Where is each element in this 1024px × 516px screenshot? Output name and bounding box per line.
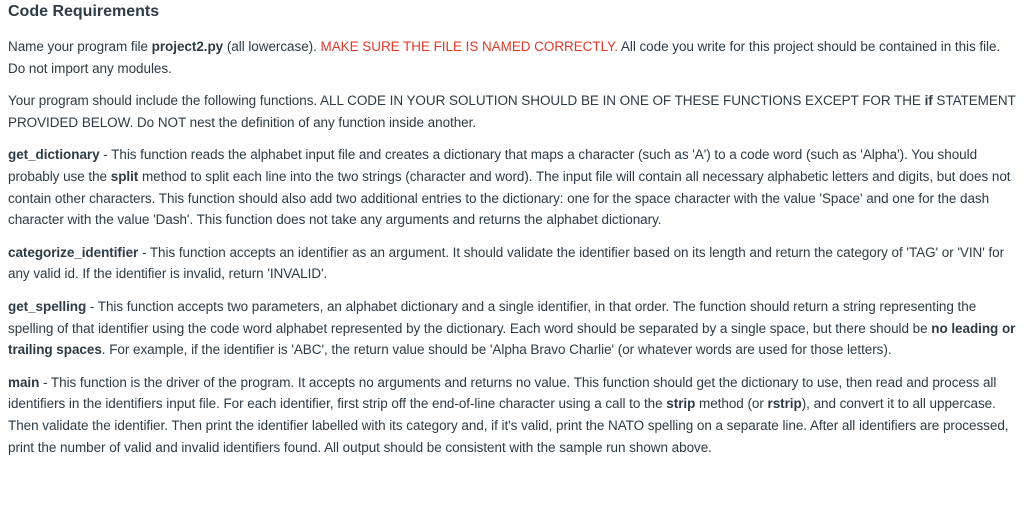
text: method (or <box>695 396 768 412</box>
text: ), and convert it to all uppercase. Then validate the identifier. Then print the identifier labelled with its category and, if it's valid, print the NATO spelling on a separate line. After all identifiers are processed, print the number of valid and invalid identifiers found. All output should be consistent with the sample run shown above. <box>8 396 1009 455</box>
emphasis: no leading or trailing spaces <box>8 320 1016 358</box>
text: - This function is the driver of the program. It accepts no arguments and returns no value. This function should get the dictionary to use, then read and process all identifiers in the identifiers input file. For each identifier, first strip off the end-of-line character using a call to the <box>8 374 997 412</box>
filename: project2.py <box>151 39 224 54</box>
text: - This function accepts an identifier as an argument. It should validate the identifier based on its length and return the category of 'TAG' or 'VIN' for any valid id. If the identifier is invalid, return 'INVALID'. <box>8 244 1005 282</box>
text: . For example, if the identifier is 'ABC', the return value should be 'Alpha Bravo Charlie' (or whatever words are used for those letters). <box>101 342 892 358</box>
strip-method: strip <box>666 396 696 412</box>
text: Your program should include the following functions. ALL CODE IN YOUR SOLUTION SHOULD BE IN ONE OF THESE FUNCTIONS EXCEPT FOR THE <box>8 93 925 109</box>
text: - This function accepts two parameters, an alphabet dictionary and a single identifier, in that order. The function should return a string representing the spelling of that identifier using the code word alphabet represented by the dictionary. Each word should be separated by a single space, but there should be <box>8 298 977 336</box>
text: - This function reads the alphabet input file and creates a dictionary that maps a character (such as 'A') to a code word (such as 'Alpha'). You should probably use the <box>8 147 978 184</box>
functions-intro-paragraph <box>8 90 1016 133</box>
function-name: get_dictionary <box>8 147 100 163</box>
text: (all lowercase). <box>223 39 321 54</box>
page-title: Code Requirements <box>8 3 160 20</box>
split-method: split <box>110 168 139 184</box>
filename-paragraph <box>8 36 1016 79</box>
text: All code you write for this project should be contained in this file. Do not import any modules. <box>8 39 1001 76</box>
function-name: main <box>8 374 40 390</box>
get-spelling-paragraph <box>8 296 1016 361</box>
main-paragraph <box>8 372 1016 458</box>
function-name: categorize_identifier <box>8 244 139 260</box>
text: Name your program file <box>8 39 152 54</box>
categorize-identifier-paragraph <box>8 242 1016 285</box>
function-name: get_spelling <box>8 298 87 314</box>
if-keyword: if <box>924 93 933 109</box>
get-dictionary-paragraph <box>8 144 1016 230</box>
text: method to split each line into the two strings (character and word). The input file will contain all necessary alphabetic letters and digits, but does not contain other characters. This function should also add two additional entries to the dictionary: one for the space character with the value 'Space' and one for the dash character with the value 'Dash'. This function does not take any arguments and returns the alphabet dictionary. <box>8 168 1011 228</box>
rstrip-method: rstrip <box>767 396 802 412</box>
text: STATEMENT PROVIDED BELOW. Do NOT nest the definition of any function inside another. <box>8 93 1016 130</box>
filename-warning: MAKE SURE THE FILE IS NAMED CORRECTLY. <box>320 39 618 54</box>
